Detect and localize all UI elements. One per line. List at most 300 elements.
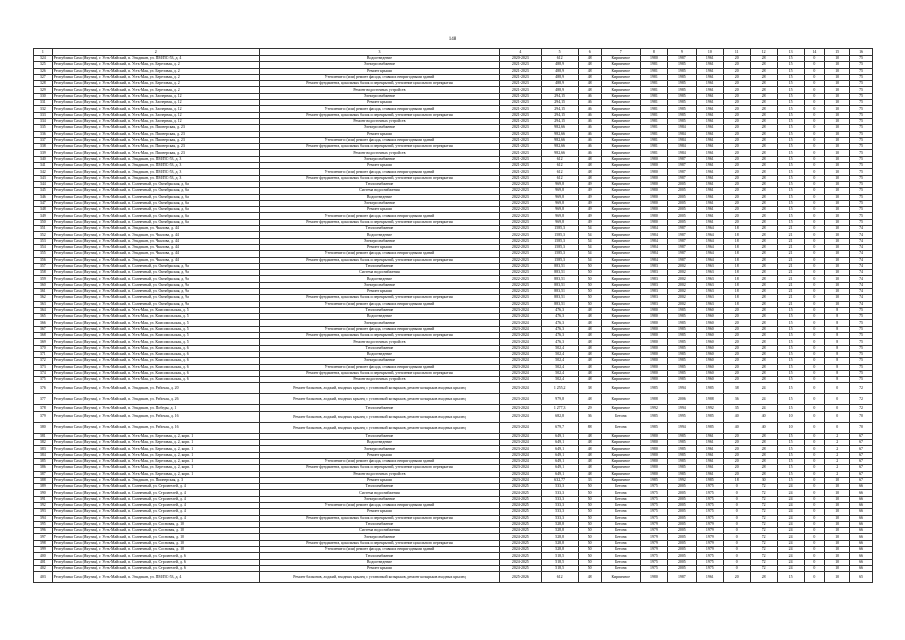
table-cell: 10	[825, 56, 850, 62]
table-cell: 15	[777, 194, 804, 200]
table-cell: 75	[850, 150, 873, 156]
table-cell: 0	[804, 471, 825, 477]
table-cell: Республика Саха (Якутия), г. Усть-Майский, п. Солнечный, ул. Сосновая, д. 10	[52, 528, 259, 534]
table-cell: 10	[825, 263, 850, 269]
table-cell: 353	[34, 238, 53, 244]
table-cell: 883,51	[541, 276, 578, 282]
table-cell: Электроснабжение	[259, 238, 499, 244]
table-cell: Ремонт крыши	[259, 509, 499, 515]
table-cell: 1960	[696, 307, 723, 313]
table-cell: 28	[750, 156, 777, 162]
table-cell: Республика Саха (Якутия), г. Усть-Майский, п. Усть-Мая, ул. Комсомольская, д. 5	[52, 320, 259, 326]
table-cell: 67	[850, 465, 873, 471]
table-cell: 398	[34, 540, 53, 546]
table-cell: 335	[34, 125, 53, 131]
table-cell: Кирпичное	[601, 446, 640, 452]
table-cell: 75	[850, 106, 873, 112]
table-cell: 2002	[667, 282, 696, 288]
table-cell: 2023-2024	[500, 320, 541, 326]
table-cell: Республика Саха (Якутия), г. Усть-Майский, п. Солнечный, ул. Сосновая, д. 10	[52, 547, 259, 553]
table-cell: 10	[825, 540, 850, 546]
table-cell: 15	[777, 137, 804, 143]
table-cell: 2024-2025	[500, 484, 541, 490]
table-cell: 72	[850, 394, 873, 405]
table-cell: Республика Саха (Якутия), г. Усть-Майский, п. Усть-Мая, ул. Комсомольская, д. 5	[52, 326, 259, 332]
table-cell: 0	[723, 559, 750, 565]
table-cell: 1985	[696, 411, 723, 422]
table-cell: 75	[850, 333, 873, 339]
table-cell: Водоотведение	[259, 194, 499, 200]
table-cell: 2005	[667, 200, 696, 206]
table-cell: 1961	[696, 452, 723, 458]
table-cell: 15	[777, 383, 804, 394]
table-cell: 387	[34, 471, 53, 477]
table-cell: 1960	[696, 320, 723, 326]
table-cell: 2023-2024	[500, 394, 541, 405]
table-cell: Ремонт фундамента, цокольных балок и перекрытий, утепление цокольного перекрытия	[259, 515, 499, 521]
table-cell: 2	[825, 446, 850, 452]
table-cell: 0	[804, 540, 825, 546]
table-cell: 28	[750, 93, 777, 99]
table-cell: 66	[850, 559, 873, 565]
table-cell: 24	[777, 515, 804, 521]
table-cell: 49	[578, 213, 601, 219]
table-cell: 2021-2023	[500, 62, 541, 68]
table-cell: 488,9	[541, 62, 578, 68]
table-cell: 75	[850, 68, 873, 74]
table-cell: Утепление и (или) ремонт фасада, ставших непригодными зданий	[259, 458, 499, 464]
table-cell: 0	[825, 422, 850, 433]
table-cell: 1985	[667, 326, 696, 332]
table-cell: 49	[578, 200, 601, 206]
table-cell: Кирпичное	[601, 364, 640, 370]
table-cell: 15	[777, 458, 804, 464]
table-cell: Кирпичное	[601, 200, 640, 206]
table-cell: Ремонт водосточных устройств	[259, 377, 499, 383]
table-cell: 20	[723, 169, 750, 175]
table-cell: 10	[825, 270, 850, 276]
table-cell: 1963	[696, 263, 723, 269]
table-cell: 1985	[640, 422, 667, 433]
table-cell: 1987	[667, 156, 696, 162]
table-cell: 66	[850, 521, 873, 527]
table-cell: 2005	[667, 219, 696, 225]
table-cell: 348	[34, 207, 53, 213]
table-cell: 2023-2024	[500, 377, 541, 383]
table-cell: Республика Саха (Якутия), г. Усть-Майский, п. Усть-Мая, ул. Комсомольская, д. 6	[52, 370, 259, 376]
table-cell: 476,3	[541, 314, 578, 320]
table-cell: 46	[578, 106, 601, 112]
table-cell: 10	[825, 81, 850, 87]
table-cell: 528,8	[541, 534, 578, 540]
table-cell: 389	[34, 484, 53, 490]
table-cell: 18	[723, 282, 750, 288]
table-cell: Кирпичное	[601, 156, 640, 162]
table-cell: 1985	[667, 364, 696, 370]
table-cell: 1985	[667, 345, 696, 351]
table-cell: 2005	[667, 194, 696, 200]
table-cell: Утепление и (или) ремонт фасада, ставших непригодными зданий	[259, 169, 499, 175]
table-cell: 10	[825, 112, 850, 118]
table-cell: 2023-2024	[500, 307, 541, 313]
table-cell: 75	[850, 219, 873, 225]
table-cell: 28	[750, 282, 777, 288]
table-cell: 20	[723, 181, 750, 187]
table-cell: 72	[750, 565, 777, 571]
table-cell: 1585,3	[541, 238, 578, 244]
table-cell: 1984	[640, 257, 667, 263]
table-cell: 48	[578, 326, 601, 332]
table-cell: Кирпичное	[601, 383, 640, 394]
table-cell: 28	[750, 194, 777, 200]
table-cell: 10	[825, 528, 850, 534]
table-cell: 370	[34, 345, 53, 351]
table-cell: 75	[850, 163, 873, 169]
table-cell: 66	[850, 496, 873, 502]
table-cell: 2023-2024	[500, 345, 541, 351]
table-cell: Бетона	[601, 515, 640, 521]
table-cell: 326	[34, 68, 53, 74]
table-cell: 20	[723, 125, 750, 131]
table-cell: 1961	[696, 219, 723, 225]
table-cell: Электроснабжение	[259, 534, 499, 540]
table-cell: Республика Саха (Якутия), г. Усть-Майский, п. Усть-Мая, ул. Березовая, д. 2, корп. 1	[52, 452, 259, 458]
table-cell: 72	[750, 521, 777, 527]
table-cell: Республика Саха (Якутия), г. Усть-Майский, п. Усть-Мая, ул. Березовая, д. 2	[52, 87, 259, 93]
table-cell: Кирпичное	[601, 314, 640, 320]
table-cell: 10	[777, 411, 804, 422]
table-cell: Республика Саха (Якутия), г. Усть-Майский, п. Солнечный, ул. Октябрьская, д. 6а	[52, 219, 259, 225]
table-cell: Республика Саха (Якутия), г. Усть-Майский, п. Эльдикан, ул. ПМ/ПС-53, д. 4	[52, 56, 259, 62]
table-cell: 49	[578, 188, 601, 194]
table-cell: 1987	[667, 169, 696, 175]
table-cell: 72	[750, 484, 777, 490]
table-cell: Республика Саха (Якутия), г. Усть-Майский, п. Усть-Мая, ул. Заозерная, д. 12	[52, 106, 259, 112]
table-cell: 1979	[640, 547, 667, 553]
table-cell: 38	[723, 383, 750, 394]
table-cell: 1975	[696, 509, 723, 515]
table-cell: Электроснабжение	[259, 156, 499, 162]
table-cell: 1960	[696, 370, 723, 376]
table-cell: 28	[750, 150, 777, 156]
table-cell: 74	[850, 295, 873, 301]
table-cell: 0	[804, 219, 825, 225]
table-cell: Республика Саха (Якутия), г. Усть-Майский, п. Эльдикан, ул. Чкалова, д. 44	[52, 232, 259, 238]
table-cell: 21	[777, 257, 804, 263]
table-cell: 0	[804, 276, 825, 282]
table-cell: 1975	[640, 496, 667, 502]
table-cell: 1987	[667, 251, 696, 257]
column-header: 11	[723, 49, 750, 56]
table-cell: 36	[723, 394, 750, 405]
table-cell: 0	[825, 411, 850, 422]
table-cell: 0	[804, 56, 825, 62]
table-cell: 10	[825, 207, 850, 213]
table-cell: 48	[578, 320, 601, 326]
table-cell: 74	[850, 232, 873, 238]
table-cell: 883,51	[541, 270, 578, 276]
table-cell: 1963	[696, 301, 723, 307]
table-cell: Республика Саха (Якутия), г. Усть-Майский, п. Эльдикан, ул. ПМ/ПС-53, д. 4	[52, 572, 259, 583]
table-cell: Республика Саха (Якутия), г. Усть-Майский, п. Эльдикан, ул. Победы, д. 1	[52, 405, 259, 411]
table-cell: 75	[850, 137, 873, 143]
table-cell: 50	[578, 521, 601, 527]
table-cell: 20	[723, 351, 750, 357]
table-cell: 21	[777, 288, 804, 294]
table-cell: 488,9	[541, 74, 578, 80]
table-cell: 2006	[667, 394, 696, 405]
table-cell: 2023-2024	[500, 446, 541, 452]
table-cell: 329	[34, 87, 53, 93]
table-cell: 21	[777, 244, 804, 250]
table-cell: 1961	[696, 213, 723, 219]
table-cell: 66	[850, 540, 873, 546]
table-cell: 0	[804, 213, 825, 219]
table-cell: 2002	[667, 270, 696, 276]
table-cell: 384	[34, 452, 53, 458]
table-cell: 1980	[640, 339, 667, 345]
table-cell: 0	[804, 534, 825, 540]
table-cell: 1994	[667, 405, 696, 411]
table-cell: 28	[750, 144, 777, 150]
table-cell: 54	[578, 251, 601, 257]
table-cell: Республика Саха (Якутия), г. Усть-Майский, п. Эльдикан, ул. Рабочая, д. 16	[52, 411, 259, 422]
table-cell: 15	[777, 370, 804, 376]
table-cell: Теплоснабжение	[259, 307, 499, 313]
table-cell: Электроснабжение	[259, 446, 499, 452]
table-cell: 1980	[640, 163, 667, 169]
table-cell: 70	[850, 411, 873, 422]
table-cell: 28	[750, 200, 777, 206]
table-cell: 75	[850, 200, 873, 206]
table-cell: 10	[825, 553, 850, 559]
table-cell: 1984	[640, 232, 667, 238]
table-cell: 48	[578, 351, 601, 357]
table-cell: 334	[34, 118, 53, 124]
table-cell: 75	[850, 364, 873, 370]
table-cell: Кирпичное	[601, 137, 640, 143]
table-cell: 28	[750, 270, 777, 276]
table-cell: 0	[804, 307, 825, 313]
table-cell: 48	[578, 358, 601, 364]
table-cell: Водоотведение	[259, 314, 499, 320]
table-cell: 10	[825, 559, 850, 565]
table-cell: 366	[34, 320, 53, 326]
table-cell: Кирпичное	[601, 326, 640, 332]
table-cell: 67	[850, 446, 873, 452]
column-number-row	[34, 49, 873, 56]
table-cell: 28	[750, 181, 777, 187]
table-cell: 0	[723, 484, 750, 490]
table-cell: 75	[850, 314, 873, 320]
table-cell: Республика Саха (Якутия), г. Усть-Майский, п. Усть-Мая, ул. Березовая, д. 2, корп. 1	[52, 458, 259, 464]
table-cell: 10	[825, 200, 850, 206]
table-cell: 50	[578, 276, 601, 282]
table-cell: Ремонт фундамента, цокольных балок и перекрытий, утепление цокольного перекрытия	[259, 144, 499, 150]
table-cell: 20	[723, 213, 750, 219]
table-cell: 367	[34, 326, 53, 332]
table-cell: 392	[34, 503, 53, 509]
table-cell: 679,7	[541, 422, 578, 433]
table-cell: Система водоснабжения	[259, 270, 499, 276]
table-cell: 15	[777, 446, 804, 452]
table-cell: 28	[750, 288, 777, 294]
table-cell: 2023-2024	[500, 405, 541, 411]
table-cell: 48	[578, 87, 601, 93]
table-cell: 1983	[640, 270, 667, 276]
table-cell: 10	[825, 565, 850, 571]
table-cell: 399	[34, 547, 53, 553]
table-cell: 1985	[667, 314, 696, 320]
table-cell: 2023-2024	[500, 314, 541, 320]
table-cell: Кирпичное	[601, 100, 640, 106]
table-cell: 46	[578, 118, 601, 124]
table-cell: 20	[723, 194, 750, 200]
table-cell: Ремонт крыши	[259, 565, 499, 571]
table-cell: Кирпичное	[601, 358, 640, 364]
table-cell: 75	[850, 100, 873, 106]
table-cell: 378	[34, 405, 53, 411]
table-cell: 50	[578, 509, 601, 515]
table-cell: 476,3	[541, 333, 578, 339]
table-cell: 0	[804, 181, 825, 187]
table-cell: Водоотведение	[259, 232, 499, 238]
table-cell: 1980	[640, 446, 667, 452]
table-cell: 1980	[640, 345, 667, 351]
table-cell: 2022-2023	[500, 188, 541, 194]
table-cell: 1985	[696, 422, 723, 433]
table-cell: 21	[777, 251, 804, 257]
table-cell: 969,8	[541, 181, 578, 187]
table-cell: 36	[578, 411, 601, 422]
table-cell: Кирпичное	[601, 320, 640, 326]
table-cell: 66	[850, 565, 873, 571]
table-cell: 0	[804, 490, 825, 496]
table-cell: 2023-2024	[500, 433, 541, 439]
table-cell: 1987	[667, 232, 696, 238]
table-cell: 0	[804, 175, 825, 181]
table-cell: 18	[723, 295, 750, 301]
table-cell: Ремонт фундамента, цокольных балок и перекрытий, утепление цокольного перекрытия	[259, 257, 499, 263]
table-cell: 20	[723, 62, 750, 68]
table-cell: 1985	[640, 477, 667, 483]
table-cell: 1983	[640, 301, 667, 307]
table-cell: 20	[723, 345, 750, 351]
table-cell: 0	[804, 301, 825, 307]
table-cell: Республика Саха (Якутия), г. Усть-Майский, п. Усть-Мая, ул. Березовая, д. 2, корп. 1	[52, 433, 259, 439]
table-cell: 20	[723, 68, 750, 74]
table-cell: 74	[850, 257, 873, 263]
table-cell: 1979	[696, 540, 723, 546]
table-cell: 28	[750, 125, 777, 131]
table-cell: 28	[750, 207, 777, 213]
table-cell: 1964	[696, 257, 723, 263]
table-cell: 488,9	[541, 81, 578, 87]
table-cell: 1984	[667, 150, 696, 156]
table-cell: 2005	[667, 521, 696, 527]
table-cell: 1979	[696, 547, 723, 553]
table-cell: 1987	[667, 257, 696, 263]
repair-program-table	[33, 48, 873, 583]
table-cell: Водоотведение	[259, 351, 499, 357]
table-cell: 0	[804, 144, 825, 150]
table-cell: Бетона	[601, 496, 640, 502]
table-cell: 883,51	[541, 263, 578, 269]
table-cell: 354	[34, 244, 53, 250]
table-cell: 0	[723, 521, 750, 527]
table-row	[34, 572, 873, 583]
table-cell: 49	[578, 207, 601, 213]
table-cell: 24	[777, 534, 804, 540]
table-cell: 1994	[667, 422, 696, 433]
table-cell: 883,51	[541, 288, 578, 294]
table-cell: 1975	[640, 553, 667, 559]
table-cell: 1985	[640, 383, 667, 394]
table-cell: 362	[34, 295, 53, 301]
table-cell: 10	[825, 169, 850, 175]
column-header: 14	[804, 49, 825, 56]
table-cell: 2021-2023	[500, 125, 541, 131]
table-cell: 612	[541, 175, 578, 181]
table-cell: 528,8	[541, 540, 578, 546]
table-cell: Кирпичное	[601, 251, 640, 257]
table-cell: 15	[777, 56, 804, 62]
table-cell: 8	[825, 314, 850, 320]
table-cell: 2021-2023	[500, 68, 541, 74]
table-cell: 1961	[696, 56, 723, 62]
table-cell: 294,15	[541, 118, 578, 124]
table-cell: 10	[825, 74, 850, 80]
table-cell: 0	[825, 383, 850, 394]
table-cell: 28	[750, 137, 777, 143]
table-cell: 0	[804, 477, 825, 483]
table-cell: 66	[850, 503, 873, 509]
table-cell: 0	[804, 458, 825, 464]
table-cell: 74	[850, 244, 873, 250]
table-cell: 24	[777, 503, 804, 509]
table-cell: Республика Саха (Якутия), г. Усть-Майский, п. Усть-Мая, ул. Комсомольская, д. 6	[52, 351, 259, 357]
table-cell: 10	[825, 137, 850, 143]
table-cell: 15	[777, 314, 804, 320]
column-header: 10	[696, 49, 723, 56]
table-cell: 0	[804, 422, 825, 433]
table-cell: 10	[825, 100, 850, 106]
table-cell: 67	[850, 458, 873, 464]
table-cell: 1985	[667, 320, 696, 326]
table-cell: 20	[723, 131, 750, 137]
table-cell: 15	[777, 358, 804, 364]
page-number: 148	[448, 37, 457, 42]
table-cell: 15	[777, 465, 804, 471]
table-cell: 15	[777, 207, 804, 213]
table-cell: Бетона	[601, 553, 640, 559]
table-cell: 1988	[696, 394, 723, 405]
table-cell: 528,8	[541, 521, 578, 527]
table-cell: 330	[34, 93, 53, 99]
table-cell: Республика Саха (Якутия), г. Усть-Майский, п. Солнечный, ул. Строителей, д. 4	[52, 515, 259, 521]
table-cell: 1980	[640, 433, 667, 439]
table-cell: 8	[825, 339, 850, 345]
table-cell: 476,3	[541, 339, 578, 345]
table-cell: 382	[34, 440, 53, 446]
table-cell: 0	[723, 534, 750, 540]
table-cell: 1975	[696, 553, 723, 559]
table-cell: 50	[578, 301, 601, 307]
table-cell: Республика Саха (Якутия), г. Усть-Майский, п. Солнечный, ул. Октябрьская, д. 6а	[52, 181, 259, 187]
table-cell: 2022-2023	[500, 301, 541, 307]
table-cell: 33	[578, 477, 601, 483]
table-cell: 20	[723, 100, 750, 106]
